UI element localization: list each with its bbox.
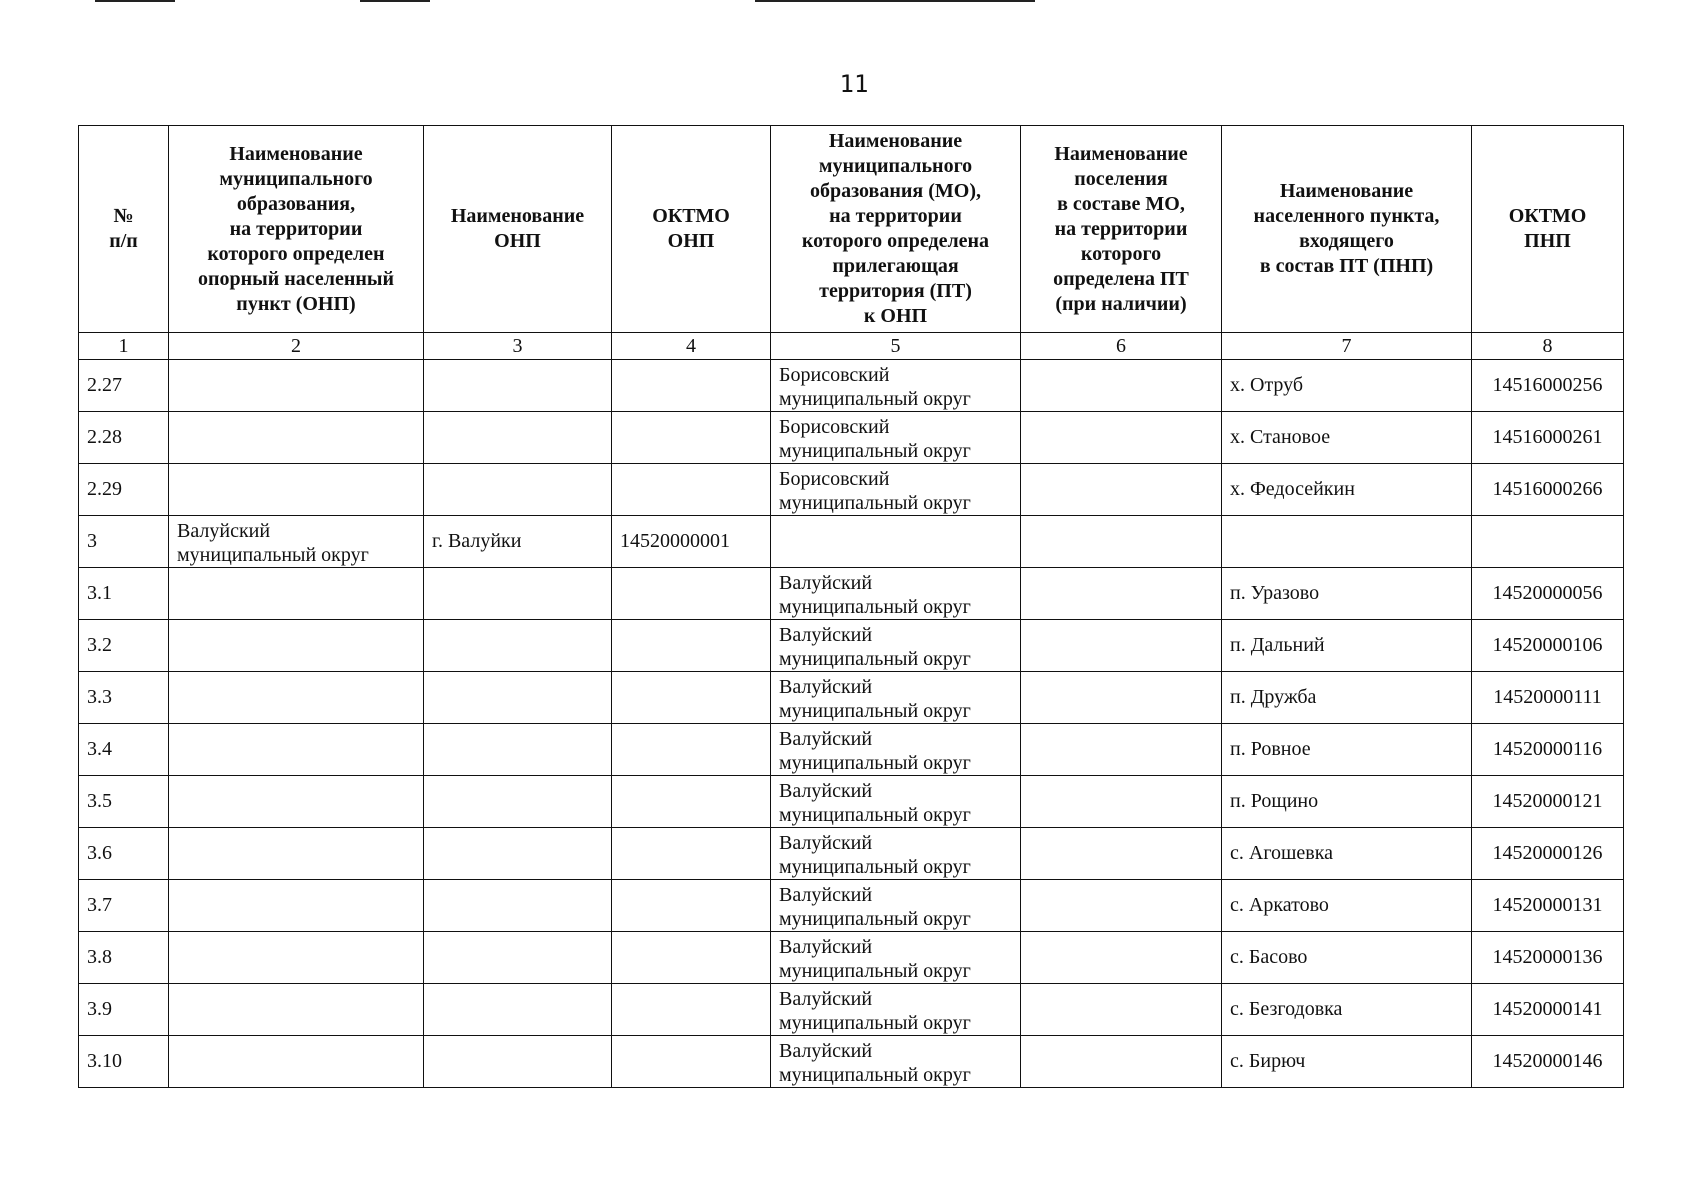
pnp-oktmo-cell: 14520000116 (1472, 724, 1624, 776)
column-number-cell: 8 (1472, 333, 1624, 360)
onp-oktmo-cell (612, 828, 771, 880)
pt-mo-cell: Валуйский муниципальный округ (771, 932, 1021, 984)
onp-name-cell (424, 880, 612, 932)
onp-mo-cell (169, 568, 424, 620)
row-number-cell: 2.29 (79, 464, 169, 516)
pnp-name-cell: с. Бирюч (1222, 1036, 1472, 1088)
onp-name-cell (424, 932, 612, 984)
pt-mo-cell: Валуйский муниципальный округ (771, 776, 1021, 828)
pt-mo-cell: Борисовский муниципальный округ (771, 360, 1021, 412)
table-row (79, 360, 1624, 412)
onp-mo-cell (169, 724, 424, 776)
onp-oktmo-cell (612, 776, 771, 828)
pt-mo-cell: Валуйский муниципальный округ (771, 880, 1021, 932)
row-number-cell: 3.3 (79, 672, 169, 724)
pt-mo-cell: Валуйский муниципальный округ (771, 568, 1021, 620)
pnp-oktmo-cell: 14520000106 (1472, 620, 1624, 672)
pnp-oktmo-cell: 14520000126 (1472, 828, 1624, 880)
pnp-oktmo-cell: 14520000136 (1472, 932, 1624, 984)
table-row (79, 464, 1624, 516)
row-number-cell: 3.4 (79, 724, 169, 776)
pnp-oktmo-cell: 14520000056 (1472, 568, 1624, 620)
row-number-cell: 3.1 (79, 568, 169, 620)
table-row (79, 828, 1624, 880)
onp-oktmo-cell: 14520000001 (612, 516, 771, 568)
column-number-cell: 5 (771, 333, 1021, 360)
pnp-oktmo-cell: 14520000131 (1472, 880, 1624, 932)
pnp-oktmo-cell: 14516000256 (1472, 360, 1624, 412)
onp-oktmo-cell (612, 932, 771, 984)
pt-mo-cell: Валуйский муниципальный округ (771, 620, 1021, 672)
pnp-name-cell: п. Дальний (1222, 620, 1472, 672)
onp-oktmo-cell (612, 360, 771, 412)
pnp-name-cell: с. Басово (1222, 932, 1472, 984)
onp-oktmo-cell (612, 620, 771, 672)
scan-edge-line-left (95, 0, 175, 2)
onp-mo-cell (169, 360, 424, 412)
pnp-oktmo-cell: 14520000111 (1472, 672, 1624, 724)
header-cell: Наименование муниципального образования (МО), на территории которого определена прилегающая территория (ПТ) к ОНП (771, 126, 1021, 333)
pnp-name-cell: п. Дружба (1222, 672, 1472, 724)
onp-name-cell: г. Валуйки (424, 516, 612, 568)
pnp-name-cell (1222, 516, 1472, 568)
table-row (79, 620, 1624, 672)
pnp-name-cell: х. Становое (1222, 412, 1472, 464)
table-row (79, 568, 1624, 620)
onp-mo-cell (169, 620, 424, 672)
column-number-cell: 4 (612, 333, 771, 360)
settlement-cell (1021, 568, 1222, 620)
onp-name-cell (424, 828, 612, 880)
header-cell: Наименование ОНП (424, 126, 612, 333)
scan-edge-line-middle (360, 0, 430, 2)
table-row (79, 516, 1624, 568)
onp-mo-cell (169, 412, 424, 464)
pnp-oktmo-cell: 14520000146 (1472, 1036, 1624, 1088)
settlement-cell (1021, 412, 1222, 464)
pnp-name-cell: с. Агошевка (1222, 828, 1472, 880)
header-cell: Наименование поселения в составе МО, на территории которого определена ПТ (при наличии) (1021, 126, 1222, 333)
pnp-name-cell: п. Ровное (1222, 724, 1472, 776)
pt-mo-cell: Валуйский муниципальный округ (771, 724, 1021, 776)
column-number-cell: 6 (1021, 333, 1222, 360)
row-number-cell: 3 (79, 516, 169, 568)
settlement-cell (1021, 724, 1222, 776)
settlement-cell (1021, 516, 1222, 568)
pt-mo-cell (771, 516, 1021, 568)
onp-mo-cell: Валуйский муниципальный округ (169, 516, 424, 568)
row-number-cell: 2.27 (79, 360, 169, 412)
table-row (79, 412, 1624, 464)
settlements-table (78, 125, 1624, 1088)
pt-mo-cell: Валуйский муниципальный округ (771, 828, 1021, 880)
column-number-row (79, 333, 1624, 360)
row-number-cell: 2.28 (79, 412, 169, 464)
onp-mo-cell (169, 776, 424, 828)
scan-edge-line-right (755, 0, 1035, 2)
row-number-cell: 3.10 (79, 1036, 169, 1088)
onp-oktmo-cell (612, 568, 771, 620)
onp-name-cell (424, 724, 612, 776)
onp-name-cell (424, 1036, 612, 1088)
table-row (79, 1036, 1624, 1088)
pnp-oktmo-cell: 14516000266 (1472, 464, 1624, 516)
onp-name-cell (424, 360, 612, 412)
settlement-cell (1021, 672, 1222, 724)
pnp-name-cell: х. Отруб (1222, 360, 1472, 412)
pnp-name-cell: п. Рощино (1222, 776, 1472, 828)
row-number-cell: 3.9 (79, 984, 169, 1036)
row-number-cell: 3.6 (79, 828, 169, 880)
settlement-cell (1021, 776, 1222, 828)
table-row (79, 932, 1624, 984)
column-number-cell: 3 (424, 333, 612, 360)
pt-mo-cell: Валуйский муниципальный округ (771, 672, 1021, 724)
onp-mo-cell (169, 984, 424, 1036)
table-row (79, 984, 1624, 1036)
pnp-name-cell: с. Аркатово (1222, 880, 1472, 932)
onp-name-cell (424, 672, 612, 724)
column-number-cell: 1 (79, 333, 169, 360)
settlement-cell (1021, 932, 1222, 984)
onp-name-cell (424, 464, 612, 516)
settlement-cell (1021, 360, 1222, 412)
table-header-row (79, 126, 1624, 333)
pt-mo-cell: Валуйский муниципальный округ (771, 1036, 1021, 1088)
pnp-oktmo-cell (1472, 516, 1624, 568)
pt-mo-cell: Борисовский муниципальный округ (771, 464, 1021, 516)
pt-mo-cell: Борисовский муниципальный округ (771, 412, 1021, 464)
table-row (79, 880, 1624, 932)
onp-mo-cell (169, 672, 424, 724)
pt-mo-cell: Валуйский муниципальный округ (771, 984, 1021, 1036)
pnp-name-cell: п. Уразово (1222, 568, 1472, 620)
header-cell: ОКТМО ОНП (612, 126, 771, 333)
row-number-cell: 3.8 (79, 932, 169, 984)
table-row (79, 672, 1624, 724)
pnp-name-cell: с. Безгодовка (1222, 984, 1472, 1036)
page-number: 11 (839, 70, 869, 98)
onp-oktmo-cell (612, 880, 771, 932)
column-number-cell: 7 (1222, 333, 1472, 360)
settlement-cell (1021, 1036, 1222, 1088)
onp-mo-cell (169, 932, 424, 984)
row-number-cell: 3.2 (79, 620, 169, 672)
onp-name-cell (424, 776, 612, 828)
onp-oktmo-cell (612, 464, 771, 516)
onp-name-cell (424, 568, 612, 620)
onp-oktmo-cell (612, 984, 771, 1036)
onp-name-cell (424, 412, 612, 464)
column-number-cell: 2 (169, 333, 424, 360)
settlement-cell (1021, 828, 1222, 880)
header-cell: Наименование муниципального образования, на территории которого определен опорный населенный пункт (ОНП) (169, 126, 424, 333)
settlement-cell (1021, 464, 1222, 516)
pnp-oktmo-cell: 14520000121 (1472, 776, 1624, 828)
onp-oktmo-cell (612, 412, 771, 464)
table-row (79, 776, 1624, 828)
onp-mo-cell (169, 1036, 424, 1088)
header-cell: ОКТМО ПНП (1472, 126, 1624, 333)
onp-name-cell (424, 984, 612, 1036)
header-cell: № п/п (79, 126, 169, 333)
onp-mo-cell (169, 828, 424, 880)
settlement-cell (1021, 880, 1222, 932)
onp-mo-cell (169, 880, 424, 932)
header-cell: Наименование населенного пункта, входящего в состав ПТ (ПНП) (1222, 126, 1472, 333)
onp-oktmo-cell (612, 1036, 771, 1088)
onp-name-cell (424, 620, 612, 672)
onp-mo-cell (169, 464, 424, 516)
table-row (79, 724, 1624, 776)
row-number-cell: 3.7 (79, 880, 169, 932)
onp-oktmo-cell (612, 724, 771, 776)
pnp-oktmo-cell: 14516000261 (1472, 412, 1624, 464)
settlement-cell (1021, 620, 1222, 672)
onp-oktmo-cell (612, 672, 771, 724)
row-number-cell: 3.5 (79, 776, 169, 828)
pnp-name-cell: х. Федосейкин (1222, 464, 1472, 516)
pnp-oktmo-cell: 14520000141 (1472, 984, 1624, 1036)
settlement-cell (1021, 984, 1222, 1036)
